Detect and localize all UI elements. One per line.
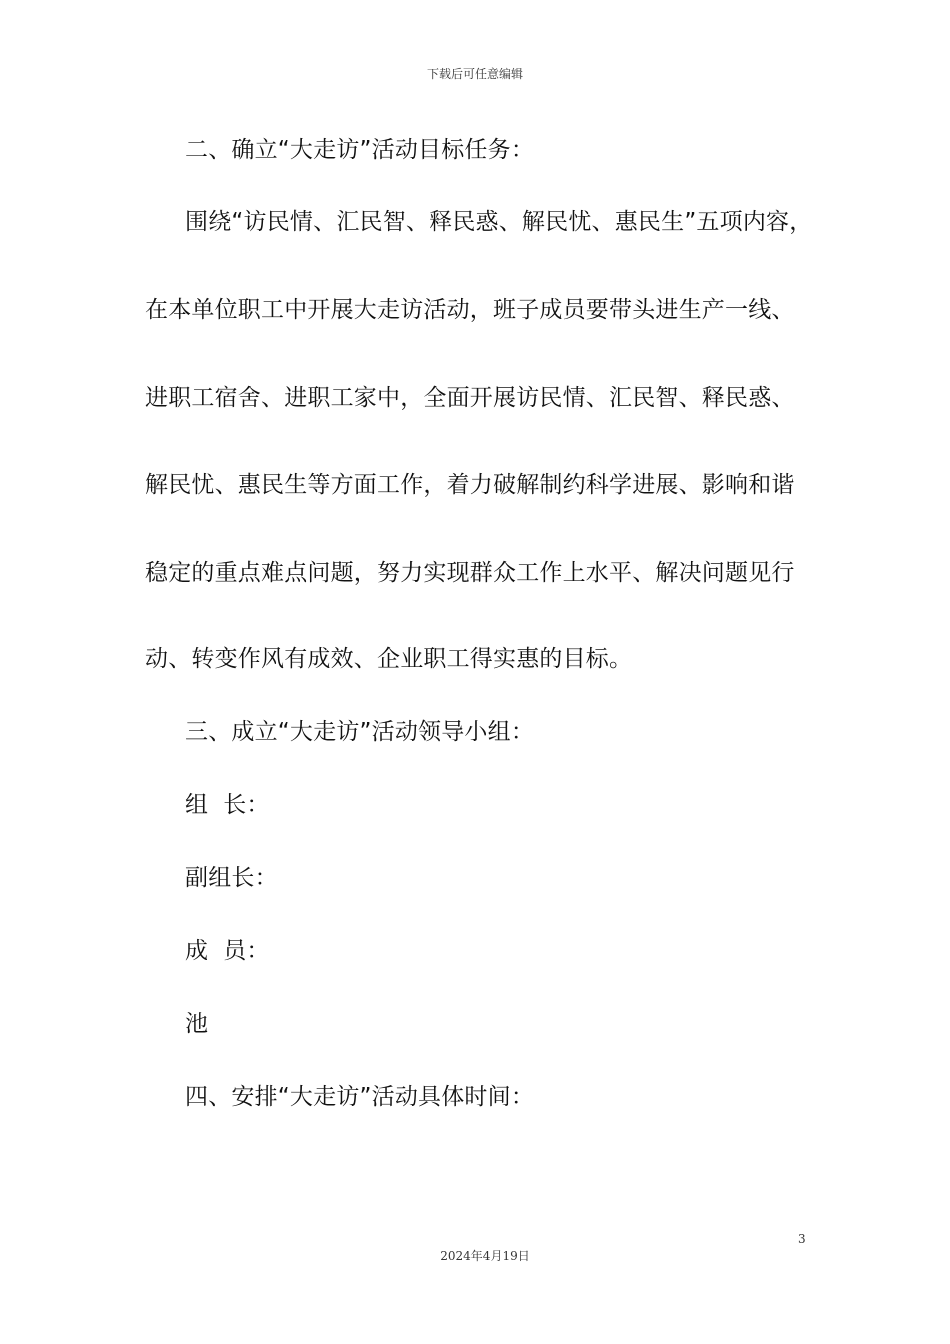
- member-label: 成 员：: [185, 938, 270, 964]
- paragraph-line: 围绕“访民情、汇民智、释民惑、解民忧、惠民生”五项内容，: [185, 209, 813, 235]
- section-heading-schedule: 四、安排“大走访”活动具体时间：: [185, 1084, 535, 1110]
- paragraph-line: 稳定的重点难点问题，努力实现群众工作上水平、解决问题见行: [145, 560, 795, 586]
- section-heading-targets: 二、确立“大走访”活动目标任务：: [185, 137, 535, 163]
- paragraph-line: 动、转变作风有成效、企业职工得实惠的目标。: [145, 646, 633, 672]
- paragraph-line: 解民忧、惠民生等方面工作，着力破解制约科学进展、影响和谐: [145, 472, 795, 498]
- section-heading-leadership: 三、成立“大走访”活动领导小组：: [185, 719, 535, 745]
- paragraph-line: 在本单位职工中开展大走访活动，班子成员要带头进生产一线、: [145, 297, 795, 323]
- paragraph-line: 进职工宿舍、进职工家中，全面开展访民情、汇民智、释民惑、: [145, 385, 795, 411]
- page-footer-date: 2024年4月19日: [440, 1249, 530, 1263]
- leader-label: 组 长：: [185, 792, 270, 818]
- deputy-leader-label: 副组长：: [185, 865, 278, 891]
- member-name: 池: [185, 1011, 209, 1037]
- page-header: 下载后可任意编辑: [426, 67, 523, 81]
- page-number: 3: [798, 1232, 806, 1246]
